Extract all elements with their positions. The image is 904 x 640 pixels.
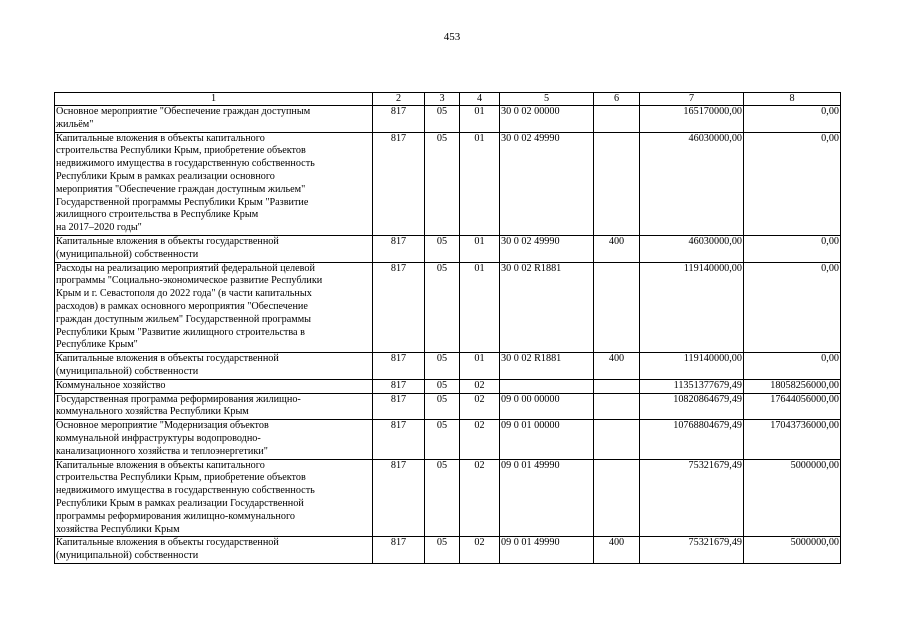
- grbs-code-cell: 817: [373, 106, 425, 133]
- grbs-code-cell: 817: [373, 379, 425, 393]
- expense-name-cell: Расходы на реализацию мероприятий федеральной целевой программы "Социально-экономическое развитие Республики Крым и г. Севастополя до 2022 года" (в части капитальных расходов) в рамках основного мероприятия "Обеспечение граждан доступным жильем" Государственной программы Республики Крым "Развитие жилищного строительства в Республике Крым": [55, 262, 373, 353]
- grbs-code-cell: 817: [373, 459, 425, 537]
- amount-cell-col7: 10768804679,49: [640, 420, 744, 459]
- amount-cell-col8: 5000000,00: [744, 537, 841, 564]
- header-row: [55, 93, 841, 106]
- table-row: [55, 262, 841, 353]
- table-row: [55, 420, 841, 459]
- table-row: [55, 106, 841, 133]
- header-cell-8: 8: [744, 93, 841, 106]
- subsection-code-cell: 01: [460, 262, 500, 353]
- expense-type-cell: 400: [594, 353, 640, 380]
- amount-cell-col7: 10820864679,49: [640, 393, 744, 420]
- expense-name-cell: Основное мероприятие "Обеспечение граждан доступным жильём": [55, 106, 373, 133]
- expense-type-cell: [594, 420, 640, 459]
- amount-cell-col7: 119140000,00: [640, 353, 744, 380]
- expense-name-cell: Государственная программа реформирования жилищно- коммунального хозяйства Республики Крым: [55, 393, 373, 420]
- subsection-code-cell: 02: [460, 537, 500, 564]
- header-cell-5: 5: [500, 93, 594, 106]
- amount-cell-col8: 17043736000,00: [744, 420, 841, 459]
- header-cell-6: 6: [594, 93, 640, 106]
- amount-cell-col8: 0,00: [744, 353, 841, 380]
- expense-name-cell: Коммунальное хозяйство: [55, 379, 373, 393]
- expense-name-cell: Капитальные вложения в объекты капитального строительства Республики Крым, приобретение объектов недвижимого имущества в государственную собственность Республики Крым в рамках реализации Государственной программы реформирования жилищно-коммунального хозяйства Республики Крым: [55, 459, 373, 537]
- grbs-code-cell: 817: [373, 537, 425, 564]
- section-code-cell: 05: [425, 132, 460, 235]
- expense-type-cell: 400: [594, 537, 640, 564]
- subsection-code-cell: 02: [460, 459, 500, 537]
- subsection-code-cell: 02: [460, 379, 500, 393]
- section-code-cell: 05: [425, 379, 460, 393]
- target-article-cell: 09 0 00 00000: [500, 393, 594, 420]
- section-code-cell: 05: [425, 459, 460, 537]
- target-article-cell: [500, 379, 594, 393]
- table-row: [55, 393, 841, 420]
- grbs-code-cell: 817: [373, 132, 425, 235]
- grbs-code-cell: 817: [373, 353, 425, 380]
- section-code-cell: 05: [425, 262, 460, 353]
- subsection-code-cell: 01: [460, 132, 500, 235]
- expense-name-cell: Капитальные вложения в объекты капитального строительства Республики Крым, приобретение объектов недвижимого имущества в государственную собственность Республики Крым в рамках реализации основного мероприятия "Обеспечение граждан доступным жильем" Государственной программы Республики Крым "Развитие жилищного строительства в Республике Крым на 2017–2020 годы": [55, 132, 373, 235]
- section-code-cell: 05: [425, 420, 460, 459]
- subsection-code-cell: 01: [460, 235, 500, 262]
- grbs-code-cell: 817: [373, 393, 425, 420]
- budget-table: [54, 92, 841, 564]
- amount-cell-col7: 46030000,00: [640, 235, 744, 262]
- target-article-cell: 30 0 02 49990: [500, 235, 594, 262]
- expense-type-cell: [594, 106, 640, 133]
- amount-cell-col8: 17644056000,00: [744, 393, 841, 420]
- target-article-cell: 30 0 02 49990: [500, 132, 594, 235]
- expense-name-cell: Капитальные вложения в объекты государственной (муниципальной) собственности: [55, 353, 373, 380]
- amount-cell-col7: 75321679,49: [640, 537, 744, 564]
- table-row: [55, 353, 841, 380]
- expense-type-cell: 400: [594, 235, 640, 262]
- amount-cell-col7: 46030000,00: [640, 132, 744, 235]
- amount-cell-col8: 0,00: [744, 106, 841, 133]
- amount-cell-col7: 165170000,00: [640, 106, 744, 133]
- header-cell-4: 4: [460, 93, 500, 106]
- amount-cell-col7: 11351377679,49: [640, 379, 744, 393]
- header-cell-3: 3: [425, 93, 460, 106]
- target-article-cell: 30 0 02 R1881: [500, 262, 594, 353]
- expense-type-cell: [594, 262, 640, 353]
- table-row: [55, 537, 841, 564]
- page-number: 453: [443, 31, 461, 43]
- amount-cell-col8: 0,00: [744, 262, 841, 353]
- target-article-cell: 30 0 02 00000: [500, 106, 594, 133]
- section-code-cell: 05: [425, 353, 460, 380]
- amount-cell-col8: 18058256000,00: [744, 379, 841, 393]
- subsection-code-cell: 01: [460, 106, 500, 133]
- expense-type-cell: [594, 379, 640, 393]
- subsection-code-cell: 01: [460, 353, 500, 380]
- expense-name-cell: Капитальные вложения в объекты государственной (муниципальной) собственности: [55, 235, 373, 262]
- section-code-cell: 05: [425, 537, 460, 564]
- amount-cell-col8: 0,00: [744, 132, 841, 235]
- amount-cell-col8: 5000000,00: [744, 459, 841, 537]
- grbs-code-cell: 817: [373, 420, 425, 459]
- subsection-code-cell: 02: [460, 393, 500, 420]
- target-article-cell: 09 0 01 49990: [500, 459, 594, 537]
- amount-cell-col7: 119140000,00: [640, 262, 744, 353]
- header-cell-1: 1: [55, 93, 373, 106]
- table-row: [55, 235, 841, 262]
- grbs-code-cell: 817: [373, 262, 425, 353]
- table-row: [55, 379, 841, 393]
- section-code-cell: 05: [425, 235, 460, 262]
- section-code-cell: 05: [425, 106, 460, 133]
- expense-name-cell: Капитальные вложения в объекты государственной (муниципальной) собственности: [55, 537, 373, 564]
- amount-cell-col8: 0,00: [744, 235, 841, 262]
- subsection-code-cell: 02: [460, 420, 500, 459]
- target-article-cell: 30 0 02 R1881: [500, 353, 594, 380]
- target-article-cell: 09 0 01 49990: [500, 537, 594, 564]
- expense-type-cell: [594, 459, 640, 537]
- expense-type-cell: [594, 132, 640, 235]
- table-row: [55, 459, 841, 537]
- header-cell-2: 2: [373, 93, 425, 106]
- header-cell-7: 7: [640, 93, 744, 106]
- expense-type-cell: [594, 393, 640, 420]
- amount-cell-col7: 75321679,49: [640, 459, 744, 537]
- grbs-code-cell: 817: [373, 235, 425, 262]
- table-row: [55, 132, 841, 235]
- target-article-cell: 09 0 01 00000: [500, 420, 594, 459]
- expense-name-cell: Основное мероприятие "Модернизация объектов коммунальной инфраструктуры водопроводно- канализационного хозяйства и теплоэнергетики": [55, 420, 373, 459]
- section-code-cell: 05: [425, 393, 460, 420]
